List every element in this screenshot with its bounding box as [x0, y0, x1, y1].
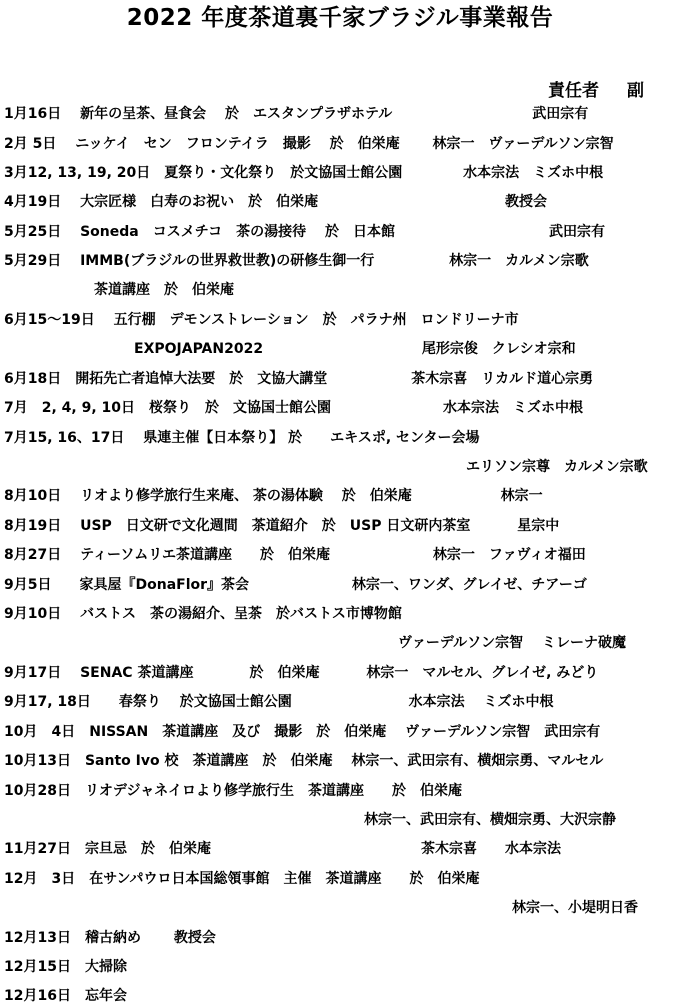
page-title: 2022 年度茶道裏千家ブラジル事業報告 [126, 5, 554, 31]
event-line: EXPOJAPAN2022 尾形宗俊 クレシオ宗和 [134, 341, 576, 357]
event-line: エリソン宗尊 カルメン宗歌 [466, 459, 648, 475]
responsible-label: 責任者 [548, 81, 599, 101]
event-line: 10月 4日 NISSAN 茶道講座 及び 撮影 於 伯栄庵 ヴァーデルソン宗智 武田宗有 [4, 724, 601, 740]
event-line: ヴァーデルソン宗智 ミレーナ破魔 [398, 635, 627, 651]
event-line: 1月16日 新年の呈茶、昼食会 於 エスタンプラザホテル 武田宗有 [4, 106, 589, 122]
event-line: 林宗一、小堤明日香 [512, 900, 638, 916]
event-line: 5月29日 IMMB(ブラジルの世界救世教)の研修生御一行 林宗一 カルメン宗歌 [4, 253, 589, 269]
deputy-label: 副 [627, 81, 644, 101]
event-line: 林宗一、武田宗有、横畑宗勇、大沢宗静 [364, 812, 616, 828]
event-line: 4月19日 大宗匠様 白寿のお祝い 於 伯栄庵 教授会 [4, 194, 547, 210]
event-line: 9月17日 SENAC 茶道講座 於 伯栄庵 林宗一 マルセル、グレイゼ, みどり [4, 665, 599, 681]
event-line: 10月28日 リオデジャネイロより修学旅行生 茶道講座 於 伯栄庵 [4, 783, 462, 799]
event-line: 8月27日 ティーソムリエ茶道講座 於 伯栄庵 林宗一 ファヴィオ福田 [4, 547, 586, 563]
event-line: 7月 2, 4, 9, 10日 桜祭り 於 文協国士館公園 水本宗法 ミズホ中根 [4, 400, 584, 416]
event-line: 茶道講座 於 伯栄庵 [94, 282, 234, 298]
event-line: 6月18日 開拓先亡者追悼大法要 於 文協大講堂 茶木宗喜 リカルド道心宗勇 [4, 371, 594, 387]
event-line: 12月16日 忘年会 [4, 988, 127, 1004]
event-line: 2月 5日 ニッケイ セン フロンテイラ 撮影 於 伯栄庵 林宗一 ヴァーデルソン宗智 [4, 136, 614, 152]
event-line: 12月15日 大掃除 [4, 959, 127, 975]
event-line: 7月15, 16、17日 県連主催【日本祭り】 於 エキスポ, センター会場 [4, 430, 480, 446]
event-line: 5月25日 Soneda コスメチコ 茶の湯接待 於 日本館 武田宗有 [4, 224, 606, 240]
responsible-header [548, 76, 672, 101]
event-line: 9月5日 家具屋『DonaFlor』茶会 林宗一、ワンダ、グレイゼ、チアーゴ [4, 577, 587, 593]
event-line: 8月10日 リオより修学旅行生来庵、 茶の湯体験 於 伯栄庵 林宗一 [4, 488, 543, 504]
event-line: 8月19日 USP 日文研で文化週間 茶道紹介 於 USP 日文研内茶室 星宗中 [4, 518, 560, 534]
event-line: 10月13日 Santo Ivo 校 茶道講座 於 伯栄庵 林宗一、武田宗有、横畑宗勇、マルセル [4, 753, 604, 769]
event-line: 12月 3日 在サンパウロ日本国総領事館 主催 茶道講座 於 伯栄庵 [4, 871, 480, 887]
event-line: 12月13日 稽古納め 教授会 [4, 930, 216, 946]
event-line: 11月27日 宗旦忌 於 伯栄庵 茶木宗喜 水本宗法 [4, 841, 561, 857]
event-line: 9月17, 18日 春祭り 於文協国士館公園 水本宗法 ミズホ中根 [4, 694, 554, 710]
event-line: 3月12, 13, 19, 20日 夏祭り・文化祭り 於文協国士館公園 水本宗法 ミズホ中根 [4, 165, 604, 181]
event-line: 6月15～19日 五行棚 デモンストレーション 於 パラナ州 ロンドリーナ市 [4, 312, 519, 328]
event-line: 9月10日 バストス 茶の湯紹介、呈茶 於バストス市博物館 [4, 606, 402, 622]
